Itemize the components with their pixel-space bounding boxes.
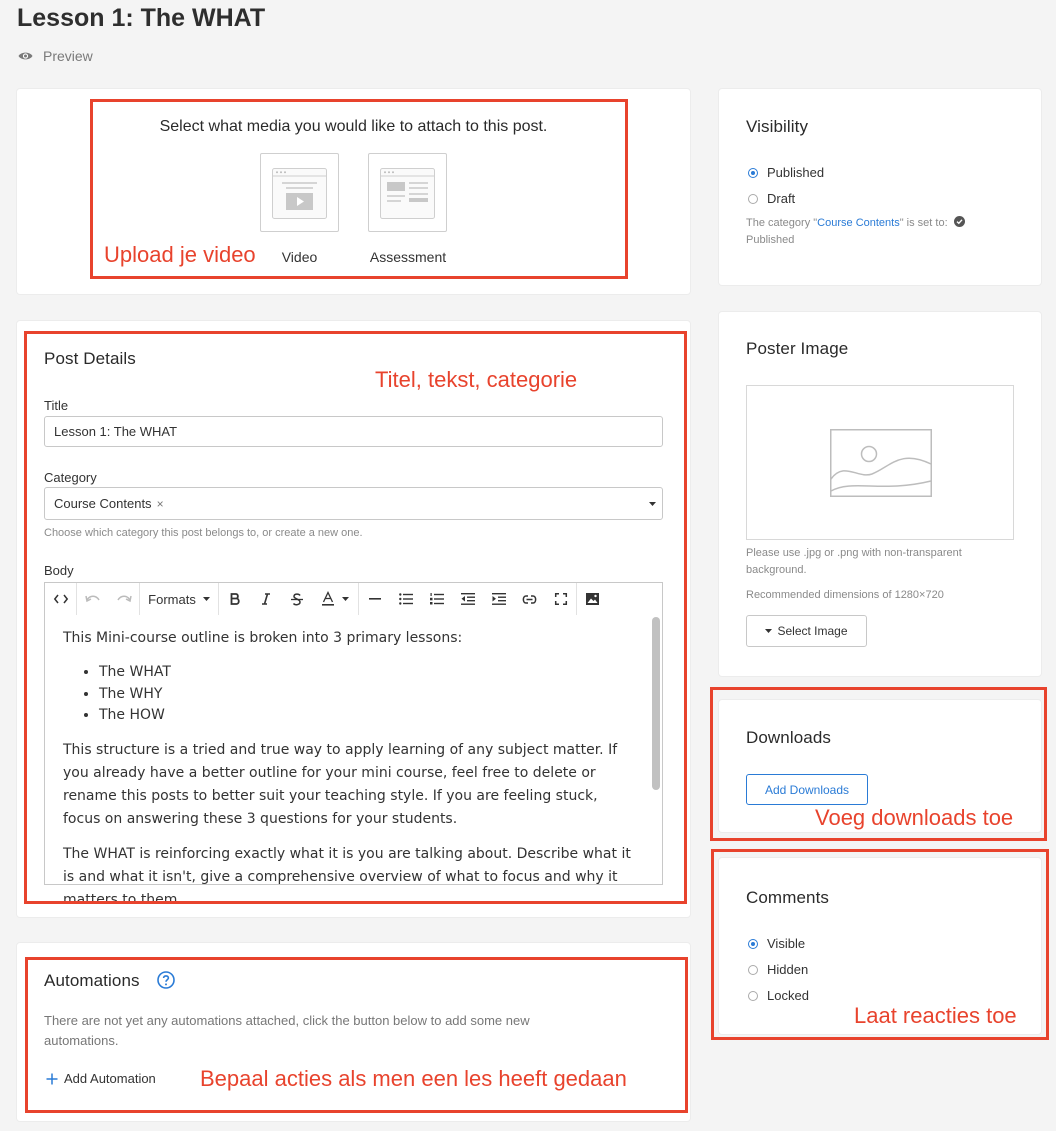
poster-image-dropzone[interactable] [746,385,1014,540]
radio-label: Locked [767,988,809,1003]
radio-button [748,168,758,178]
details-annotation-box [24,331,687,904]
post-details-heading: Post Details [44,349,136,368]
image-placeholder-icon [830,429,932,497]
automations-empty-text: There are not yet any automations attached, click the button below to add some new automations. [44,1013,530,1048]
radio-label: Hidden [767,962,809,977]
title-label: Title [44,398,69,413]
caret-down-icon [765,629,772,633]
preview-label: Preview [43,48,93,64]
body-paragraph: This structure is a tried and true way to apply learning of any subject matter. If you already have a better outline for your mini course, feel free to delete or rename this posts to better suit your teaching style. If you are feeling stuck, focus on answering these 3 questions for your students. [63,741,618,827]
radio-button [748,194,758,204]
eye-icon [18,51,33,61]
media-prompt: Select what media you would like to attach to this post. [159,118,548,135]
formats-label: Formats [148,591,196,607]
add-automation-label: Add Automation [64,1071,156,1086]
poster-help-format: Please use .jpg or .png with non-transparent background. [746,547,962,576]
check-circle-icon [954,216,965,227]
visibility-note-prefix: The category " [746,217,818,229]
automations-annotation-label: Bepaal acties als men een les heeft gedaan [200,1066,627,1091]
assessment-option-label: Assessment [369,249,447,265]
category-link[interactable]: Course Contents [817,217,900,229]
select-image-button[interactable] [746,615,867,647]
radio-label: Draft [767,191,796,206]
radio-label: Published [767,165,825,180]
visibility-draft-radio[interactable] [748,191,795,206]
video-option-label: Video [281,249,318,265]
poster-help-dimensions: Recommended dimensions of 1280×720 [746,589,944,601]
visibility-published-radio[interactable] [748,165,824,180]
radio-label: Visible [767,936,806,951]
list-item: • The WHY [99,684,635,706]
list-item: • The WHAT [99,662,635,684]
body-paragraph: The WHAT is reinforcing exactly what it is you are talking about. Describe what it is and what it isn't, give a comprehensive overview of what to focus and why it matters to them. [63,845,631,908]
body-intro: This Mini-course outline is broken into 3 primary lessons: [63,630,463,646]
visibility-note-suffix: " is set to: [899,217,948,229]
visibility-heading: Visibility [746,117,809,136]
page-title: Lesson 1: The WHAT [17,4,266,32]
visibility-note-status: Published [746,234,795,246]
list-item: • The HOW [99,705,635,727]
category-label: Category [44,470,97,485]
category-tag-remove[interactable]: × [156,496,164,511]
automations-heading: Automations [44,971,140,990]
category-help: Choose which category this post belongs to, or create a new one. [44,527,363,539]
title-field-value: Lesson 1: The WHAT [54,424,178,439]
comments-heading: Comments [746,888,829,907]
downloads-annotation-label: Voeg downloads toe [815,805,1014,830]
media-annotation-label: Upload je video [104,242,256,267]
visibility-note [746,215,1016,249]
comments-annotation-label: Laat reacties toe [854,1003,1017,1028]
details-annotation-label: Titel, tekst, categorie [375,367,578,392]
add-downloads-button[interactable]: Add Downloads [746,774,868,805]
preview-link[interactable] [18,48,93,64]
downloads-heading: Downloads [746,728,832,747]
body-label: Body [44,563,74,578]
select-image-label: Select Image [777,624,848,638]
category-tag: Course Contents [54,496,152,511]
poster-image-heading: Poster Image [746,339,849,358]
